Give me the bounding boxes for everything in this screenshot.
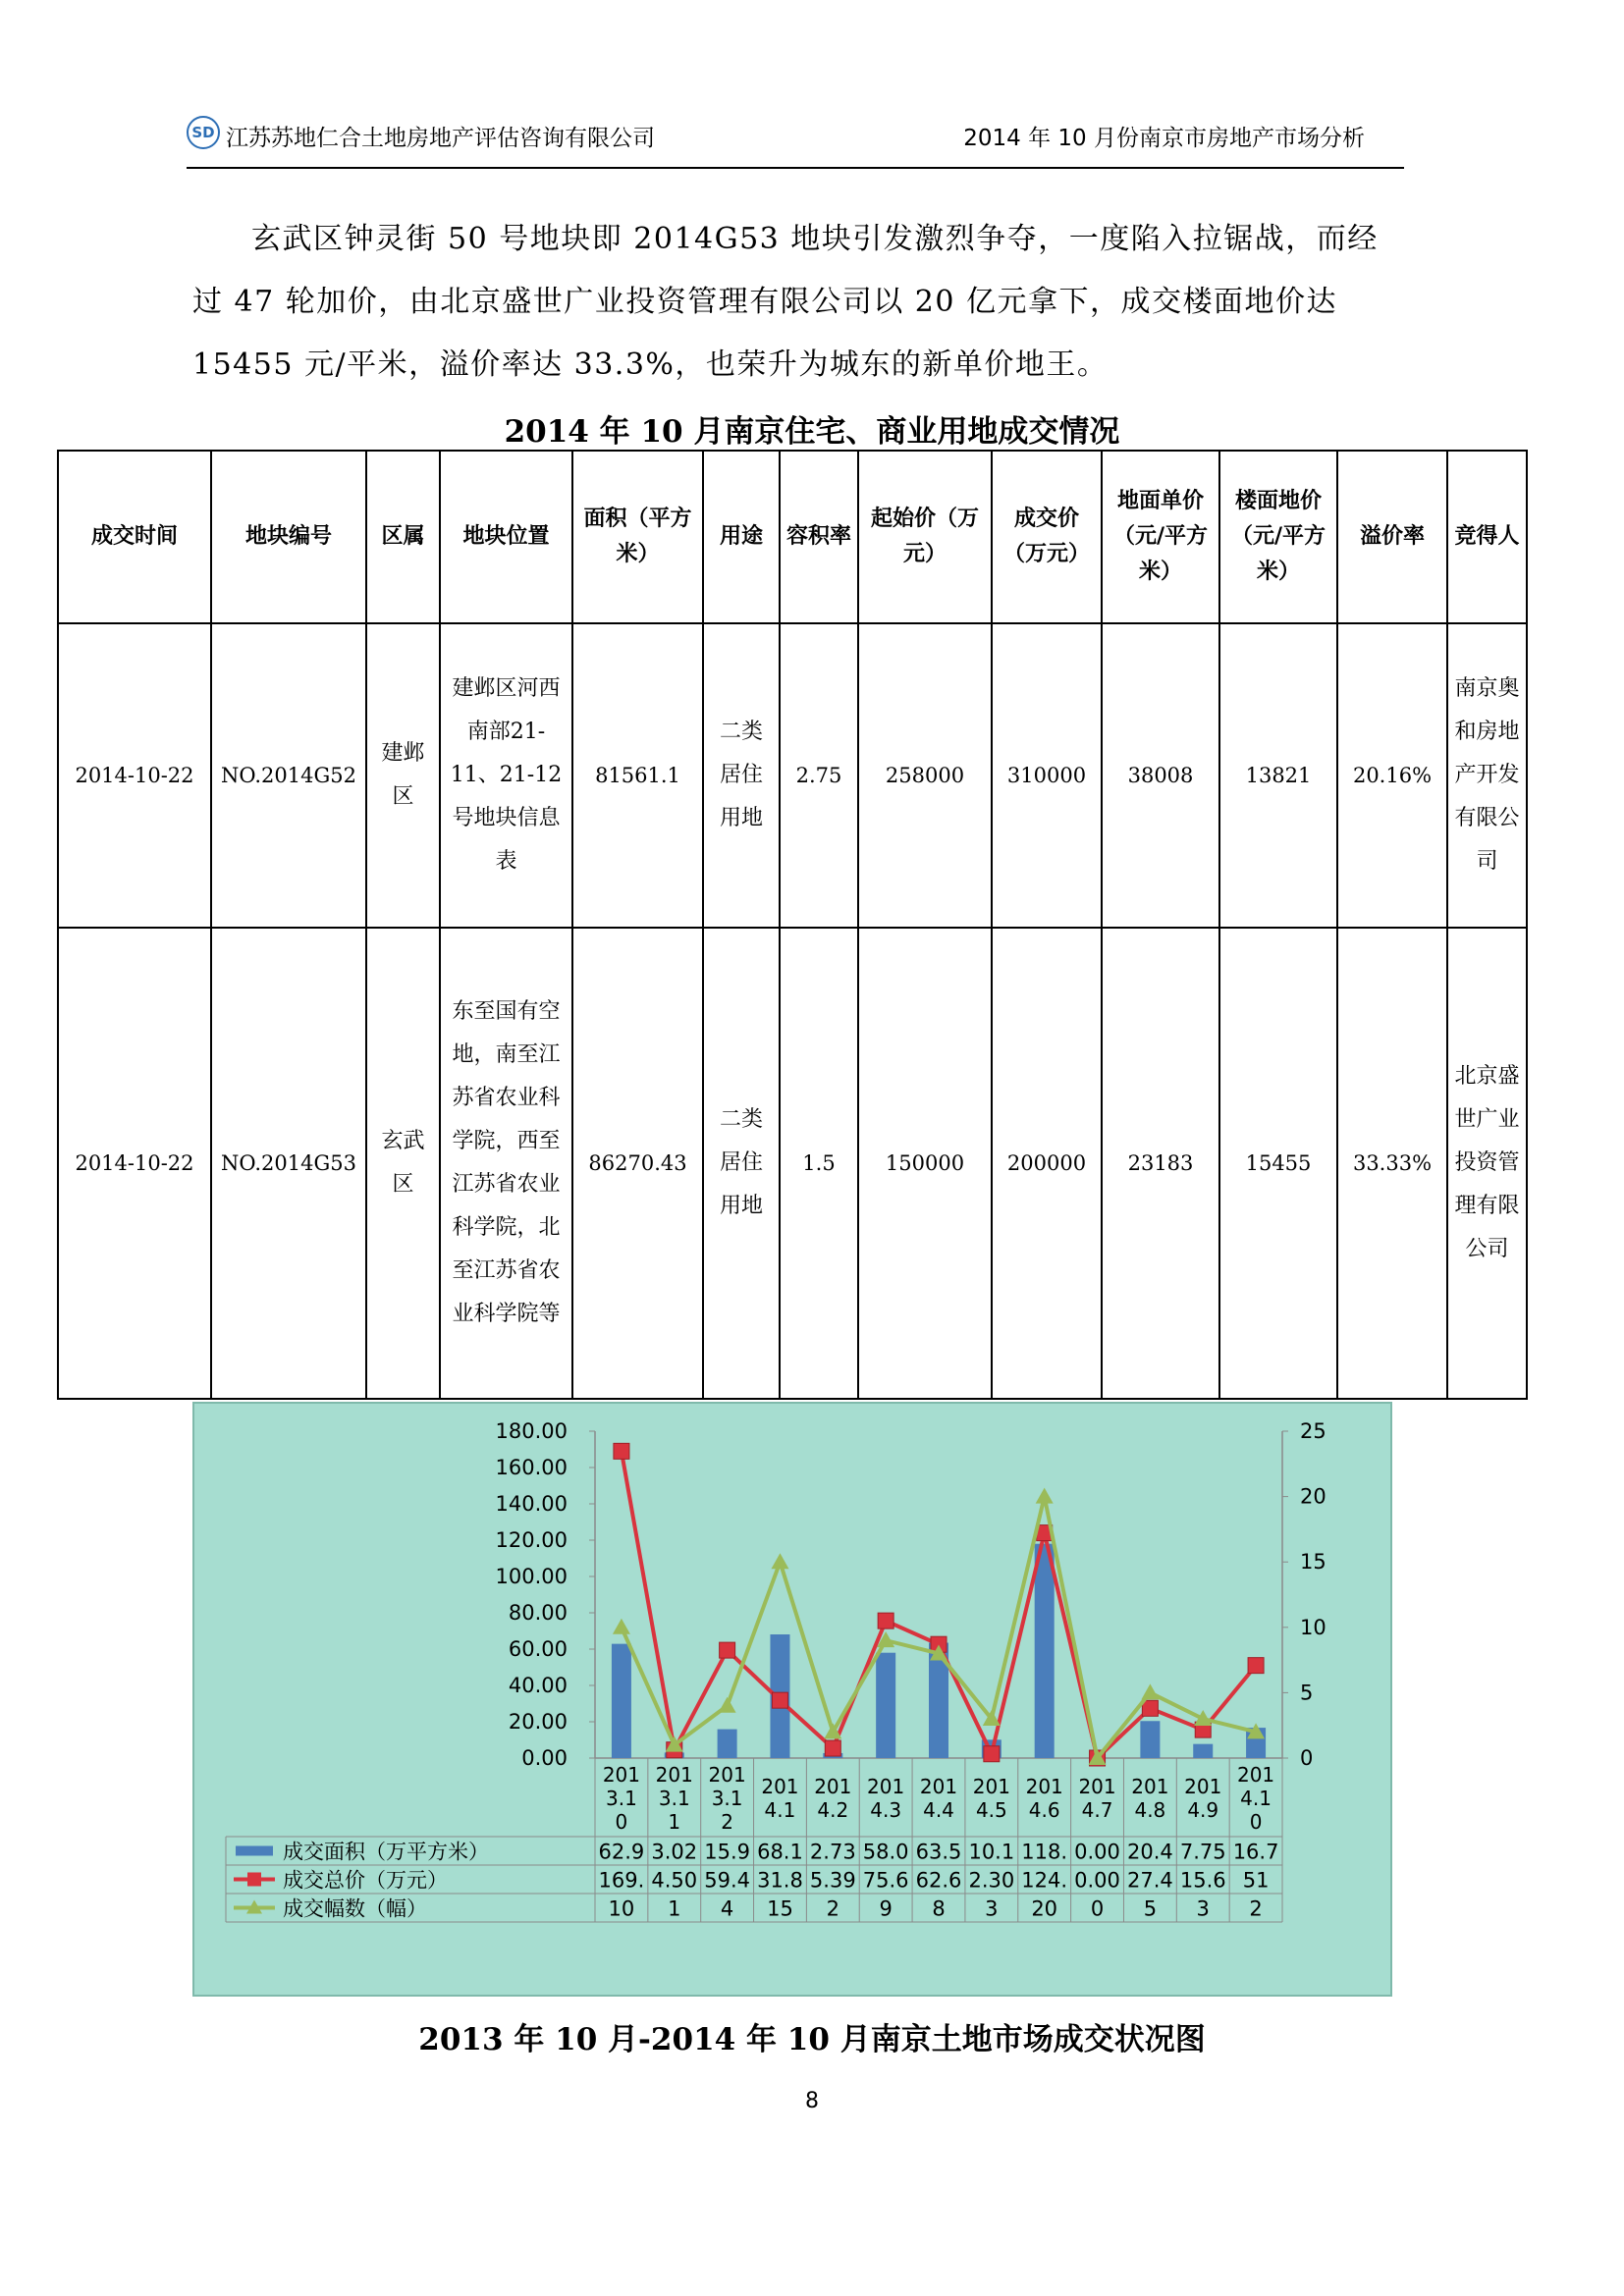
header-cell: 溢价率 [1337, 451, 1447, 623]
total-price-marker [1142, 1700, 1158, 1716]
total-price-marker [1248, 1658, 1264, 1674]
data-table-cell: 118. [1021, 1840, 1068, 1864]
bar-mark [1035, 1544, 1055, 1758]
x-tick-label: 3.1 [711, 1787, 743, 1810]
data-table-cell: 63.5 [915, 1840, 962, 1864]
x-tick-label: 4.4 [923, 1798, 954, 1822]
parcel-count-marker [719, 1697, 736, 1713]
data-table-cell: 68.1 [757, 1840, 803, 1864]
bar-mark [1193, 1744, 1213, 1758]
data-table-cell: 1 [668, 1896, 681, 1921]
x-tick-label: 3.1 [658, 1787, 690, 1810]
data-table-cell: 62.6 [915, 1868, 962, 1893]
x-tick-label: 201 [919, 1775, 958, 1798]
cell-district: 玄武区 [366, 928, 440, 1399]
cell-code: NO.2014G52 [211, 623, 366, 928]
x-tick-label: 4.3 [870, 1798, 902, 1822]
cell-code: NO.2014G53 [211, 928, 366, 1399]
data-table-cell: 0 [1090, 1896, 1105, 1921]
paragraph-text: 玄武区钟灵街 50 号地块即 2014G53 地块引发激烈争夺，一度陷入拉锯战，而经过 47 轮加价，由北京盛世广业投资管理有限公司以 20 亿元拿下，成交楼面地价达 15455 元/平米，溢价率达 33.3%，也荣升为城东的新单价地王。 [192, 222, 1379, 382]
cell-far: 1.5 [780, 928, 858, 1399]
table-header-row [58, 451, 1527, 623]
table-row [58, 928, 1527, 1399]
bar-mark [612, 1644, 631, 1758]
x-tick-label: 4.8 [1134, 1798, 1166, 1822]
cell-winner: 北京盛世广业投资管理有限公司 [1447, 928, 1527, 1399]
y-left-tick-label: 20.00 [508, 1710, 568, 1734]
x-tick-label: 0 [615, 1810, 628, 1834]
total-price-marker [878, 1613, 893, 1629]
x-tick-label: 201 [1184, 1775, 1222, 1798]
x-tick-label: 4.7 [1081, 1798, 1113, 1822]
data-table-cell: 5 [1143, 1896, 1158, 1921]
parcel-count-marker [771, 1553, 788, 1569]
company-logo-icon: SD [187, 116, 220, 149]
data-table-cell: 20 [1031, 1896, 1058, 1921]
x-tick-label: 0 [1249, 1810, 1263, 1834]
y-right-tick-label: 15 [1300, 1550, 1326, 1575]
data-table-cell: 169. [598, 1868, 645, 1893]
x-tick-label: 201 [1236, 1763, 1275, 1787]
company-name: 江苏苏地仁合土地房地产评估咨询有限公司 [226, 126, 655, 151]
total-price-marker [772, 1692, 787, 1708]
cell-start-price: 258000 [858, 623, 992, 928]
header-cell: 竞得人 [1447, 451, 1527, 623]
x-tick-label: 2 [721, 1810, 733, 1834]
bar-mark [876, 1653, 895, 1758]
cell-deal-price: 310000 [992, 623, 1102, 928]
data-table-cell: 4 [720, 1896, 734, 1921]
data-table-cell: 75.6 [862, 1868, 909, 1893]
data-table-cell: 8 [932, 1896, 946, 1921]
data-table-cell: 0.00 [1074, 1868, 1120, 1893]
cell-location: 建邺区河西南部21-11、21-12号地块信息表 [440, 623, 572, 928]
y-left-tick-label: 140.00 [495, 1492, 568, 1516]
body-paragraph [192, 208, 1405, 397]
parcel-count-marker [1036, 1488, 1054, 1504]
y-left-tick-label: 40.00 [508, 1674, 568, 1697]
cell-winner: 南京奥和房地产开发有限公司 [1447, 623, 1527, 928]
data-table-cell: 2 [826, 1896, 839, 1921]
table-title: 2014 年 10 月南京住宅、商业用地成交情况 [504, 414, 1120, 450]
x-tick-label: 201 [602, 1763, 641, 1787]
header-cell: 区属 [366, 451, 440, 623]
report-title: 2014 年 10 月份南京市房地产市场分析 [963, 126, 1365, 151]
cell-deal-price: 200000 [992, 928, 1102, 1399]
chart-canvas [194, 1404, 1390, 1995]
cell-start-price: 150000 [858, 928, 992, 1399]
data-table-cell: 20.4 [1127, 1840, 1173, 1864]
x-tick-label: 201 [1025, 1775, 1063, 1798]
header-cell: 起始价（万元） [858, 451, 992, 623]
total-price-marker [825, 1740, 840, 1756]
cell-premium: 20.16% [1337, 623, 1447, 928]
header-cell: 容积率 [780, 451, 858, 623]
cell-land-unit: 23183 [1102, 928, 1219, 1399]
data-table-cell: 16.7 [1232, 1840, 1279, 1864]
page-number: 8 [805, 2089, 819, 2113]
y-left-tick-label: 80.00 [508, 1601, 568, 1625]
x-tick-label: 4.9 [1187, 1798, 1219, 1822]
data-table-cell: 15.6 [1179, 1868, 1226, 1893]
x-tick-label: 201 [708, 1763, 746, 1787]
data-table-cell: 3 [985, 1896, 999, 1921]
data-table-cell: 62.9 [598, 1840, 645, 1864]
chart-caption: 2013 年 10 月-2014 年 10 月南京土地市场成交状况图 [418, 2022, 1206, 2057]
cell-area: 81561.1 [572, 623, 703, 928]
x-tick-label: 4.1 [1240, 1787, 1272, 1810]
y-right-tick-label: 25 [1300, 1419, 1326, 1443]
total-price-marker [614, 1443, 629, 1459]
x-tick-label: 201 [1078, 1775, 1116, 1798]
data-table-cell: 58.0 [862, 1840, 909, 1864]
x-tick-label: 4.2 [817, 1798, 849, 1822]
data-table-cell: 124. [1021, 1868, 1068, 1893]
data-table-cell: 3 [1196, 1896, 1210, 1921]
x-tick-label: 201 [761, 1775, 799, 1798]
page-header [187, 110, 1404, 169]
data-table-cell: 59.4 [704, 1868, 750, 1893]
x-tick-label: 201 [1131, 1775, 1169, 1798]
x-tick-label: 201 [655, 1763, 693, 1787]
total-price-marker [720, 1642, 735, 1658]
data-table-cell: 31.8 [757, 1868, 803, 1893]
y-right-tick-label: 5 [1300, 1681, 1314, 1705]
legend-label: 成交幅数（幅） [283, 1896, 427, 1921]
y-right-tick-label: 20 [1300, 1484, 1326, 1509]
y-left-tick-label: 160.00 [495, 1456, 568, 1479]
data-table-cell: 15.9 [704, 1840, 750, 1864]
data-table-cell: 15 [767, 1896, 793, 1921]
header-cell: 成交时间 [58, 451, 211, 623]
header-cell: 成交价（万元） [992, 451, 1102, 623]
cell-area: 86270.43 [572, 928, 703, 1399]
data-table-cell: 9 [879, 1896, 893, 1921]
x-tick-label: 3.1 [606, 1787, 637, 1810]
data-table-cell: 27.4 [1127, 1868, 1173, 1893]
x-tick-label: 4.6 [1028, 1798, 1060, 1822]
cell-use: 二类居住用地 [703, 928, 780, 1399]
y-left-tick-label: 0.00 [521, 1746, 568, 1770]
data-table-cell: 51 [1242, 1868, 1270, 1893]
x-tick-label: 4.1 [764, 1798, 796, 1822]
cell-floor-price: 13821 [1219, 623, 1337, 928]
legend-square-key [247, 1873, 261, 1887]
header-cell: 地面单价（元/平方米） [1102, 451, 1219, 623]
data-table-cell: 4.50 [651, 1868, 698, 1893]
header-cell: 地块编号 [211, 451, 366, 623]
header-cell: 用途 [703, 451, 780, 623]
legend-label: 成交总价（万元） [283, 1868, 448, 1893]
header-cell: 面积（平方米） [572, 451, 703, 623]
data-table-cell: 2.73 [809, 1840, 856, 1864]
parcel-count-marker [1141, 1683, 1159, 1699]
bar-mark [718, 1730, 737, 1758]
data-table-cell: 10.1 [968, 1840, 1015, 1864]
cell-location: 东至国有空地，南至江苏省农业科学院，西至江苏省农业科学院，北至江苏省农业科学院等 [440, 928, 572, 1399]
cell-use: 二类居住用地 [703, 623, 780, 928]
x-tick-label: 201 [972, 1775, 1010, 1798]
data-table-cell: 7.75 [1179, 1840, 1226, 1864]
header-cell: 地块位置 [440, 451, 572, 623]
x-tick-label: 201 [814, 1775, 852, 1798]
land-market-chart [192, 1402, 1392, 1997]
x-tick-label: 1 [668, 1810, 681, 1834]
data-table-cell: 10 [608, 1896, 635, 1921]
cell-date: 2014-10-22 [58, 928, 211, 1399]
y-left-tick-label: 180.00 [495, 1419, 568, 1443]
data-table-cell: 2.30 [968, 1868, 1015, 1893]
cell-floor-price: 15455 [1219, 928, 1337, 1399]
y-left-tick-label: 100.00 [495, 1565, 568, 1588]
cell-date: 2014-10-22 [58, 623, 211, 928]
parcel-count-marker [613, 1619, 630, 1634]
table-row [58, 623, 1527, 928]
y-left-tick-label: 60.00 [508, 1637, 568, 1661]
header-cell: 楼面地价（元/平方米） [1219, 451, 1337, 623]
data-table-cell: 2 [1249, 1896, 1263, 1921]
data-table-cell: 3.02 [651, 1840, 698, 1864]
cell-district: 建邺区 [366, 623, 440, 928]
y-right-tick-label: 10 [1300, 1615, 1326, 1639]
y-right-tick-label: 0 [1300, 1746, 1314, 1770]
header-divider [187, 167, 1404, 169]
land-deals-table [57, 450, 1528, 1400]
data-table-cell: 5.39 [809, 1868, 856, 1893]
data-table-cell: 0.00 [1074, 1840, 1120, 1864]
x-tick-label: 201 [867, 1775, 905, 1798]
legend-bar-key [236, 1846, 273, 1856]
y-left-tick-label: 120.00 [495, 1528, 568, 1552]
total-price-marker [984, 1746, 1000, 1762]
cell-land-unit: 38008 [1102, 623, 1219, 928]
x-tick-label: 4.5 [975, 1798, 1007, 1822]
cell-premium: 33.33% [1337, 928, 1447, 1399]
bar-mark [1140, 1721, 1160, 1758]
legend-label: 成交面积（万平方米） [283, 1840, 489, 1864]
cell-far: 2.75 [780, 623, 858, 928]
